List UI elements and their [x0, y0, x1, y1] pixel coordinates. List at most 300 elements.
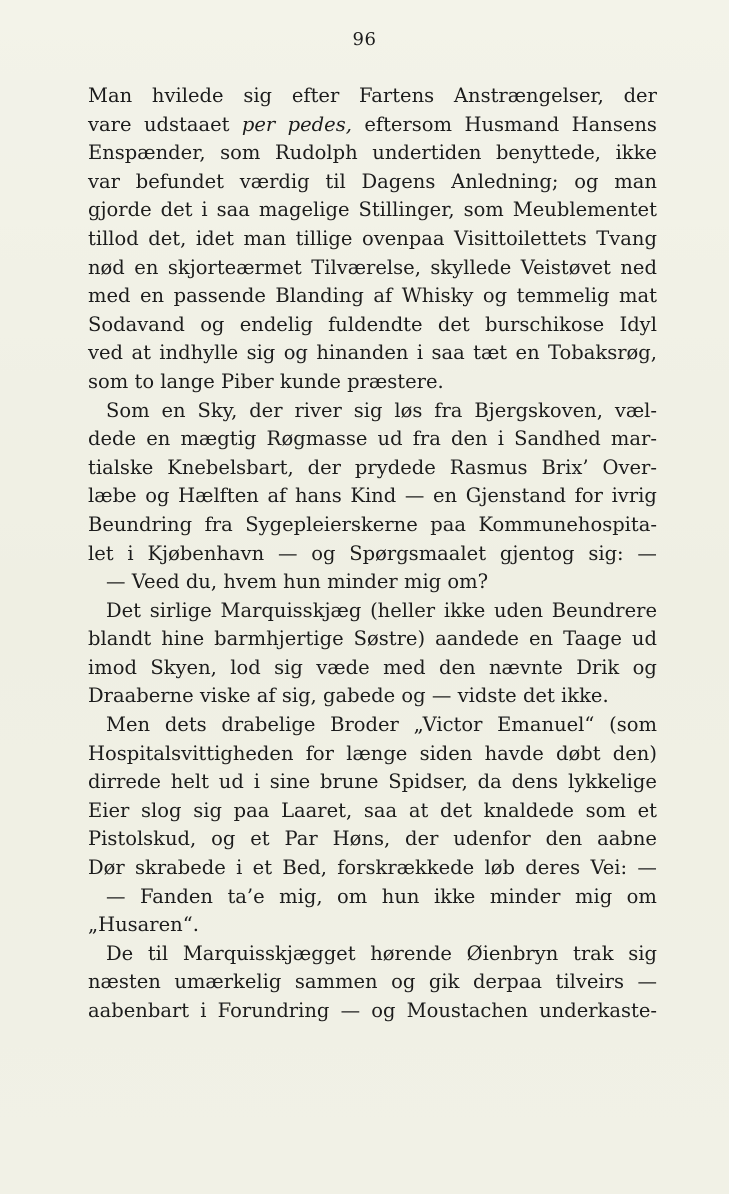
word: Par	[284, 827, 318, 851]
word: Dør	[88, 856, 125, 880]
text-line	[88, 711, 657, 740]
word: for	[574, 484, 603, 508]
word: passende	[173, 284, 266, 308]
word: ud	[377, 427, 403, 451]
word: hvilede	[151, 84, 224, 107]
word: Dagens	[361, 169, 436, 193]
word: —	[431, 684, 452, 708]
text-line	[88, 225, 657, 254]
text-line	[88, 997, 657, 1026]
word: Beundring	[88, 512, 193, 536]
text-line	[88, 797, 657, 826]
word: Tvang	[596, 226, 657, 250]
word: undertiden	[372, 141, 482, 165]
word: magelige	[258, 198, 350, 222]
word: Drik	[576, 655, 620, 679]
word: et	[637, 798, 657, 822]
word: Meublementet	[512, 198, 657, 222]
word: og	[632, 655, 657, 679]
word: sig,	[281, 684, 317, 708]
word: Laaret,	[281, 798, 353, 822]
word: Hælften	[178, 484, 259, 508]
word: Søstre)	[353, 627, 426, 651]
word: det	[160, 198, 193, 222]
word: en	[515, 341, 540, 365]
word: læbe	[88, 484, 137, 508]
word: af	[256, 684, 276, 708]
word: Visittoilettets	[454, 226, 587, 250]
word: barmhjertige	[214, 627, 344, 651]
body-text	[88, 82, 657, 1026]
word: —	[637, 856, 657, 880]
word: imod	[88, 655, 137, 679]
word: mig	[574, 884, 613, 908]
word: Sodavand	[88, 312, 185, 336]
word: og	[482, 284, 508, 308]
word: og	[391, 970, 416, 994]
word: hun	[283, 570, 321, 594]
word: befundet	[135, 169, 224, 193]
word: i	[201, 198, 208, 222]
word: Eier	[88, 798, 130, 822]
text-line	[88, 139, 657, 168]
word: Det	[106, 598, 142, 622]
word: en	[146, 427, 171, 451]
word: slog	[141, 798, 182, 822]
word: sig	[246, 341, 276, 365]
word: dets	[164, 713, 207, 737]
word: Sygepleierskerne	[245, 512, 418, 536]
text-line	[88, 682, 657, 711]
word: saa	[431, 341, 465, 365]
word: tillod	[88, 226, 139, 250]
word: løs	[394, 398, 423, 422]
word: i	[253, 770, 260, 794]
word: Knebelsbart,	[167, 455, 294, 479]
word: og	[283, 341, 308, 365]
word: døbt	[556, 741, 601, 765]
word: det	[522, 684, 555, 708]
word: ovenpaa	[361, 226, 445, 250]
word: havde	[484, 741, 544, 765]
word: i	[127, 541, 134, 565]
word: endelig	[239, 312, 313, 336]
word: underkaste-	[539, 999, 657, 1022]
word: Rasmus	[449, 455, 528, 479]
word: eftersom	[364, 112, 453, 136]
word: hinanden	[316, 341, 409, 365]
text-line	[88, 597, 657, 626]
text-line	[88, 654, 657, 683]
word: det	[437, 312, 470, 336]
word: fra	[434, 398, 463, 422]
word: sig	[243, 84, 273, 107]
word: Rudolph	[274, 141, 358, 165]
word: skjorteærmet	[167, 255, 302, 279]
word: saa	[216, 198, 250, 222]
text-line	[88, 339, 657, 368]
word: Høns,	[332, 827, 391, 851]
word: om	[626, 884, 657, 908]
word: tialske	[88, 455, 154, 479]
word: for	[305, 741, 334, 765]
word: —	[106, 884, 126, 908]
word: sig:	[588, 541, 624, 565]
word: —	[340, 999, 361, 1022]
text-line	[88, 911, 657, 940]
text-line	[88, 82, 657, 111]
word: lykkelige	[568, 770, 657, 794]
word: Pistolskud,	[88, 827, 197, 851]
word: pedes,	[287, 112, 352, 136]
word: ivrig	[611, 484, 657, 508]
word: skrabede	[135, 856, 226, 880]
word: Men	[106, 713, 151, 737]
word: Kjøbenhavn	[147, 541, 265, 565]
text-line	[88, 425, 657, 454]
word: —	[404, 484, 425, 508]
word: væl-	[614, 398, 657, 422]
text-line	[88, 540, 657, 569]
text-line	[88, 511, 657, 540]
word: burschikose	[485, 312, 605, 336]
word: Draaberne	[88, 684, 194, 708]
word: til	[325, 169, 346, 193]
word: af	[373, 284, 393, 308]
word: ned	[620, 255, 657, 279]
word: Gjenstand	[465, 484, 566, 508]
word: efter	[291, 84, 340, 107]
word: Moustachen	[406, 999, 528, 1022]
text-line	[88, 111, 657, 140]
word: og	[371, 999, 396, 1022]
word: Emanuel“	[497, 713, 595, 737]
word: sig	[274, 655, 303, 679]
page-number: 96	[352, 29, 377, 50]
word: drabelige	[221, 713, 316, 737]
word: minder	[327, 570, 398, 594]
word: nød	[88, 255, 125, 279]
word: (heller	[370, 598, 436, 622]
word: med	[88, 284, 131, 308]
word: derpaa	[472, 970, 543, 994]
text-line	[88, 454, 657, 483]
word: Whisky	[401, 284, 474, 308]
word: minder	[489, 884, 561, 908]
word: næsten	[88, 970, 161, 994]
word: sirlige	[149, 598, 212, 622]
word: udenfor	[453, 827, 531, 851]
word: at	[131, 341, 151, 365]
word: længe	[346, 741, 408, 765]
word: væde	[316, 655, 370, 679]
word: Spørgsmaalet	[349, 541, 487, 565]
word: Idyl	[619, 312, 657, 336]
word: Tobaksrøg,	[548, 341, 657, 365]
word: man	[614, 169, 657, 193]
word: og	[145, 484, 170, 508]
word: deres	[525, 856, 581, 880]
word: aabenbart	[88, 999, 190, 1022]
word: Kind	[350, 484, 397, 508]
word: som	[463, 198, 504, 222]
word: ikke	[443, 598, 486, 622]
word: sine	[269, 770, 311, 794]
word: Røgmasse	[266, 427, 368, 451]
word: per	[241, 112, 276, 136]
text-line	[88, 854, 657, 883]
word: Husmand	[464, 112, 560, 136]
word: den)	[612, 741, 657, 765]
text-line	[88, 282, 657, 311]
word: blandt	[88, 627, 152, 651]
word: siden	[419, 741, 473, 765]
word: gik	[428, 970, 460, 994]
word: indhylle	[159, 341, 239, 365]
word: og	[311, 541, 336, 565]
word: gjentog	[499, 541, 575, 565]
word: sig	[193, 798, 222, 822]
word: mægtig	[180, 427, 257, 451]
word: værdig	[239, 169, 310, 193]
word: den	[438, 655, 476, 679]
word: det	[440, 798, 472, 822]
word: mat	[619, 284, 657, 308]
text-line	[88, 968, 657, 997]
word: af	[267, 484, 287, 508]
word: Sandhed	[514, 427, 601, 451]
word: ikke.	[561, 684, 609, 708]
word: Beundrere	[551, 598, 657, 622]
word: i	[236, 856, 243, 880]
text-line	[88, 625, 657, 654]
word: som	[220, 141, 261, 165]
word: at	[408, 798, 429, 822]
word: tilveirs	[555, 970, 624, 994]
word: —	[277, 541, 298, 565]
word: Over-	[602, 455, 657, 479]
word: man	[243, 226, 287, 250]
word: —	[106, 570, 126, 594]
word: tillige	[295, 226, 353, 250]
word: dede	[88, 427, 137, 451]
word: dirrede	[88, 770, 161, 794]
word: vare	[88, 112, 132, 136]
word: „Husaren“.	[88, 913, 199, 937]
word: en	[433, 484, 458, 508]
word: hvem	[223, 570, 277, 594]
word: Bjergskoven,	[474, 398, 603, 422]
word: prydede	[354, 455, 436, 479]
word: den	[451, 427, 488, 451]
word: en	[161, 398, 186, 422]
word: fra	[204, 512, 233, 536]
word: Enspænder,	[88, 141, 206, 165]
word: skyllede	[430, 255, 512, 279]
word: dens	[511, 770, 559, 794]
word: Taage	[563, 627, 622, 651]
word: trak	[572, 941, 614, 965]
word: Spidser,	[388, 770, 468, 794]
text-line	[88, 168, 657, 197]
word: som	[585, 798, 626, 822]
text-line	[88, 883, 657, 912]
text-line	[88, 825, 657, 854]
word: et	[252, 856, 273, 880]
word: Marquisskjægget	[182, 941, 356, 965]
word: et	[250, 827, 270, 851]
word: Hansens	[571, 112, 657, 136]
word: fuldendte	[328, 312, 423, 336]
word: og	[200, 312, 225, 336]
word: vidste	[457, 684, 517, 708]
word: Veistøvet	[520, 255, 611, 279]
word: med	[383, 655, 426, 679]
word: to	[134, 369, 155, 393]
word: Piber	[220, 369, 274, 393]
word: hun	[381, 884, 420, 908]
word: sammen	[294, 970, 378, 994]
word: den	[545, 827, 583, 851]
word: ved	[88, 341, 124, 365]
word: mig	[403, 570, 442, 594]
word: aabne	[597, 827, 657, 851]
word: Broder	[330, 713, 399, 737]
text-line	[88, 311, 657, 340]
word: gjorde	[88, 198, 152, 222]
word: Brix’	[541, 455, 589, 479]
word: der	[307, 455, 341, 479]
word: Bed,	[282, 856, 327, 880]
word: Øienbryn	[466, 941, 559, 965]
text-line	[88, 368, 657, 397]
text-line	[88, 768, 657, 797]
word: Anledning;	[451, 169, 559, 193]
word: Vei:	[590, 856, 628, 880]
word: der	[405, 827, 439, 851]
word: nævnte	[488, 655, 563, 679]
word: der	[249, 398, 283, 422]
word: ikke	[615, 141, 657, 165]
word: der	[623, 84, 657, 107]
word: viske	[199, 684, 251, 708]
word: Marquisskjæg	[220, 598, 362, 622]
word: Man	[88, 84, 133, 107]
word: umærkelig	[174, 970, 282, 994]
word: ud	[218, 770, 244, 794]
word: idet	[195, 226, 234, 250]
word: temmelig	[516, 284, 610, 308]
word: —	[637, 970, 657, 994]
word: —	[637, 541, 657, 565]
word: gabede	[323, 684, 396, 708]
text-line	[88, 482, 657, 511]
word: (som	[609, 713, 657, 737]
word: saa	[363, 798, 398, 822]
word: ud	[631, 627, 657, 651]
word: og	[211, 827, 236, 851]
word: da	[477, 770, 502, 794]
word: hans	[294, 484, 342, 508]
word: lod	[230, 655, 261, 679]
word: Fartens	[359, 84, 435, 107]
word: udstaaet	[143, 112, 230, 136]
word: en	[134, 255, 159, 279]
word: i	[416, 341, 424, 365]
word: paa	[430, 512, 466, 536]
word: du,	[185, 570, 218, 594]
word: Blanding	[275, 284, 364, 308]
text-line	[88, 740, 657, 769]
word: helt	[170, 770, 209, 794]
word: hørende	[370, 941, 452, 965]
word: river	[294, 398, 342, 422]
word: sig	[628, 941, 657, 965]
word: brune	[319, 770, 379, 794]
word: paa	[233, 798, 270, 822]
word: fra	[412, 427, 441, 451]
word: sig	[353, 398, 383, 422]
word: Som	[106, 398, 150, 422]
word: Kommunehospita-	[478, 512, 657, 536]
word: let	[88, 541, 114, 565]
word: ikke	[433, 884, 476, 908]
word: mar-	[610, 427, 657, 451]
word: tæt	[473, 341, 508, 365]
word: til	[147, 941, 169, 965]
word: Skyen,	[150, 655, 217, 679]
text-line	[88, 940, 657, 969]
word: aandede	[435, 627, 519, 651]
word: knaldede	[483, 798, 574, 822]
word: uden	[493, 598, 544, 622]
word: Veed	[131, 570, 180, 594]
word: en	[140, 284, 165, 308]
word: lange	[160, 369, 215, 393]
word: Hospitalsvittigheden	[88, 741, 294, 765]
word: og	[401, 684, 426, 708]
word: om?	[447, 570, 489, 594]
word: De	[106, 941, 134, 965]
word: i	[497, 427, 504, 451]
word: Forundring	[217, 999, 330, 1022]
word: forskrækkede	[337, 856, 475, 880]
word: Stillinger,	[358, 198, 455, 222]
word: det,	[148, 226, 187, 250]
word: Sky,	[197, 398, 238, 422]
word: løb	[484, 856, 515, 880]
text-line	[88, 397, 657, 426]
word: en	[528, 627, 554, 651]
word: benyttede,	[495, 141, 601, 165]
word: kunde	[279, 369, 341, 393]
word: om	[337, 884, 368, 908]
word: Tilværelse,	[311, 255, 421, 279]
word: i	[200, 999, 207, 1022]
text-line	[88, 254, 657, 283]
text-line	[88, 196, 657, 225]
word: som	[88, 369, 129, 393]
word: mig,	[279, 884, 323, 908]
word: ta’e	[227, 884, 265, 908]
word: præstere.	[347, 369, 444, 393]
word: Fanden	[139, 884, 213, 908]
word: Anstrængelser,	[453, 84, 604, 107]
text-line	[88, 568, 657, 597]
word: hine	[161, 627, 205, 651]
word: var	[88, 169, 120, 193]
word: „Victor	[413, 713, 483, 737]
